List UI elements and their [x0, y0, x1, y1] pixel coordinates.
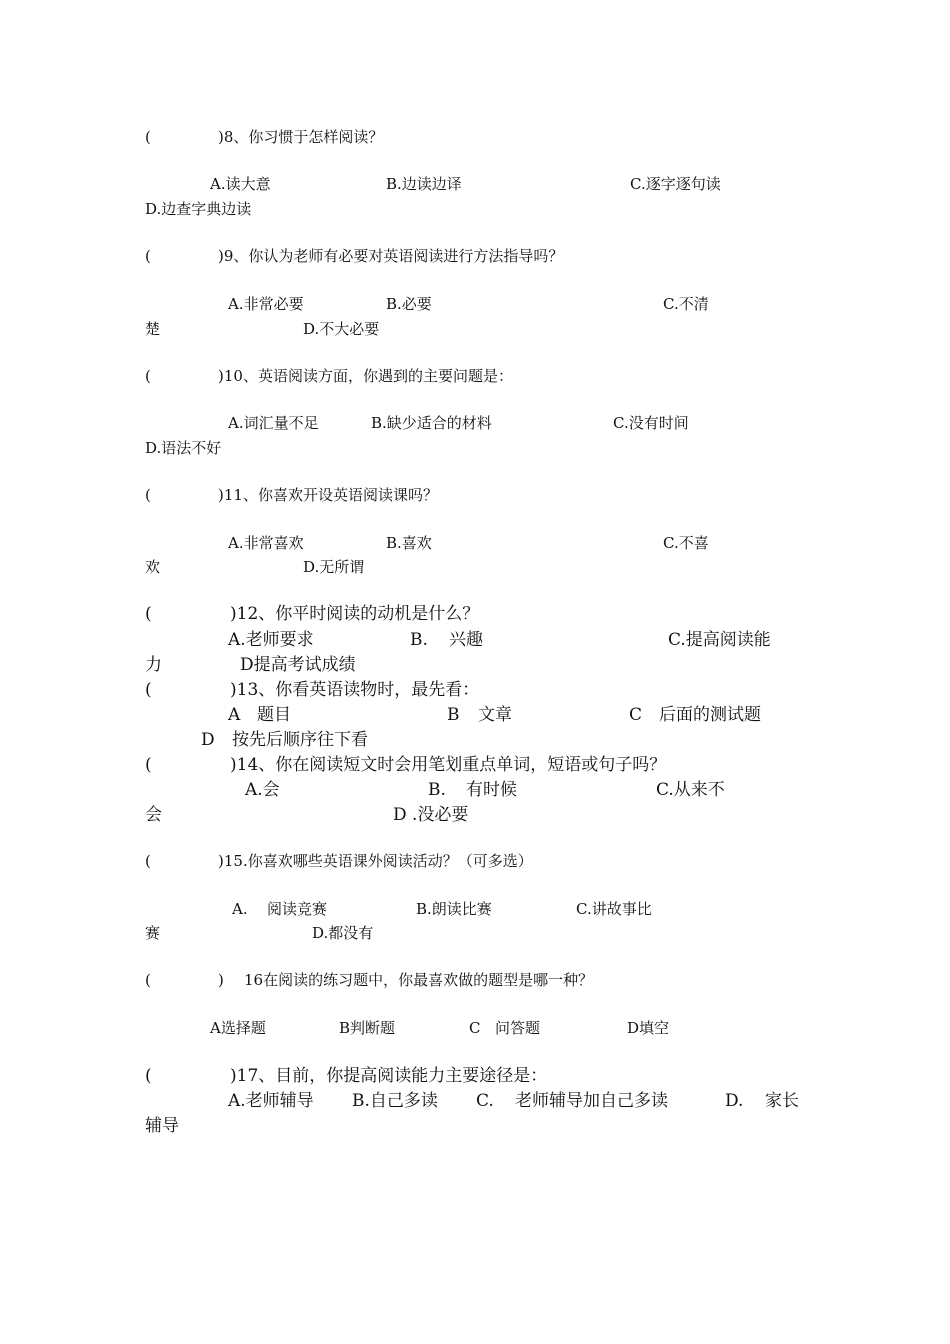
- option-c-letter: C: [629, 705, 643, 725]
- option-d: D.语法不好: [145, 439, 222, 457]
- option-c-letter: C.: [476, 1091, 494, 1111]
- option-a: A.读大意: [210, 175, 271, 193]
- option-d: D .没必要: [393, 805, 469, 825]
- option-c-continued: 赛: [145, 924, 161, 942]
- option-b-letter: B.: [428, 780, 446, 800]
- option-d: D.边查字典边读: [145, 200, 252, 218]
- option-b-letter: B.: [410, 630, 428, 650]
- option-b: B.边读边译: [386, 175, 462, 193]
- option-a-text: 题目: [257, 705, 291, 725]
- option-b-letter: B: [447, 705, 460, 725]
- option-d-continued: 辅导: [145, 1116, 179, 1136]
- option-a-text: 阅读竞赛: [267, 900, 328, 918]
- answer-paren: (: [145, 1066, 152, 1086]
- option-b: B判断题: [339, 1019, 396, 1037]
- option-c: C.没有时间: [613, 414, 689, 432]
- option-c-text: 问答题: [495, 1019, 541, 1037]
- option-a: A.词汇量不足: [228, 414, 319, 432]
- option-b-text: 文章: [478, 705, 512, 725]
- option-c: C.从来不: [656, 780, 725, 800]
- question-stem: )15.你喜欢哪些英语课外阅读活动？（可多选）: [218, 852, 533, 870]
- option-c-continued: 楚: [145, 320, 161, 338]
- option-d-letter: D: [201, 730, 215, 750]
- option-c-continued: 力: [145, 655, 162, 675]
- option-c-text: 老师辅导加自己多读: [515, 1091, 668, 1111]
- option-c-continued: 欢: [145, 558, 161, 576]
- option-b: B.朗读比赛: [416, 900, 492, 918]
- option-c: C.讲故事比: [576, 900, 652, 918]
- option-b: B.自己多读: [352, 1091, 438, 1111]
- answer-paren: (: [145, 128, 151, 146]
- question-stem: )8、你习惯于怎样阅读？: [218, 128, 384, 146]
- option-c: C.逐字逐句读: [630, 175, 721, 193]
- option-d: D提高考试成绩: [240, 655, 356, 675]
- answer-paren: (: [145, 247, 151, 265]
- option-d: D.都没有: [312, 924, 374, 942]
- question-stem: )14、你在阅读短文时会用笔划重点单词，短语或句子吗？: [230, 755, 667, 775]
- option-c-letter: C: [469, 1019, 481, 1037]
- option-c: C.不清: [663, 295, 709, 313]
- option-a: A.会: [245, 780, 280, 800]
- option-d: D.不大必要: [303, 320, 380, 338]
- option-d: D.无所谓: [303, 558, 365, 576]
- question-stem: )13、你看英语读物时，最先看：: [230, 680, 480, 700]
- option-b: B.喜欢: [386, 534, 432, 552]
- option-c: C.不喜: [663, 534, 709, 552]
- option-a: A.非常喜欢: [228, 534, 304, 552]
- answer-paren: (: [145, 486, 151, 504]
- answer-paren: (: [145, 755, 152, 775]
- answer-paren-close: ): [218, 971, 224, 989]
- option-a-letter: A: [228, 705, 241, 725]
- option-d-text: 按先后顺序往下看: [232, 730, 368, 750]
- option-c: C.提高阅读能: [668, 630, 771, 650]
- option-a: A选择题: [210, 1019, 266, 1037]
- answer-paren: (: [145, 367, 151, 385]
- answer-paren: (: [145, 680, 152, 700]
- option-b: B.缺少适合的材料: [371, 414, 492, 432]
- option-b: B.必要: [386, 295, 432, 313]
- question-stem: )10、英语阅读方面，你遇到的主要问题是：: [218, 367, 513, 385]
- question-stem: 16在阅读的练习题中，你最喜欢做的题型是哪一种？: [244, 971, 594, 989]
- question-stem: )12、你平时阅读的动机是什么？: [230, 604, 480, 624]
- answer-paren: (: [145, 852, 151, 870]
- option-d-text: 家长: [765, 1091, 799, 1111]
- option-b-text: 有时候: [466, 780, 517, 800]
- option-c-continued: 会: [145, 805, 162, 825]
- question-stem: )11、你喜欢开设英语阅读课吗？: [218, 486, 438, 504]
- option-d-letter: D.: [725, 1091, 744, 1111]
- option-b-text: 兴趣: [449, 630, 483, 650]
- question-stem: )9、你认为老师有必要对英语阅读进行方法指导吗？: [218, 247, 564, 265]
- option-a: A.老师要求: [228, 630, 314, 650]
- option-d: D填空: [627, 1019, 670, 1037]
- option-a: A.老师辅导: [228, 1091, 314, 1111]
- answer-paren: (: [145, 971, 151, 989]
- answer-paren: (: [145, 604, 152, 624]
- option-a: A.非常必要: [228, 295, 304, 313]
- option-c-text: 后面的测试题: [659, 705, 761, 725]
- option-a-letter: A.: [232, 900, 248, 918]
- question-stem: )17、目前，你提高阅读能力主要途径是：: [230, 1066, 548, 1086]
